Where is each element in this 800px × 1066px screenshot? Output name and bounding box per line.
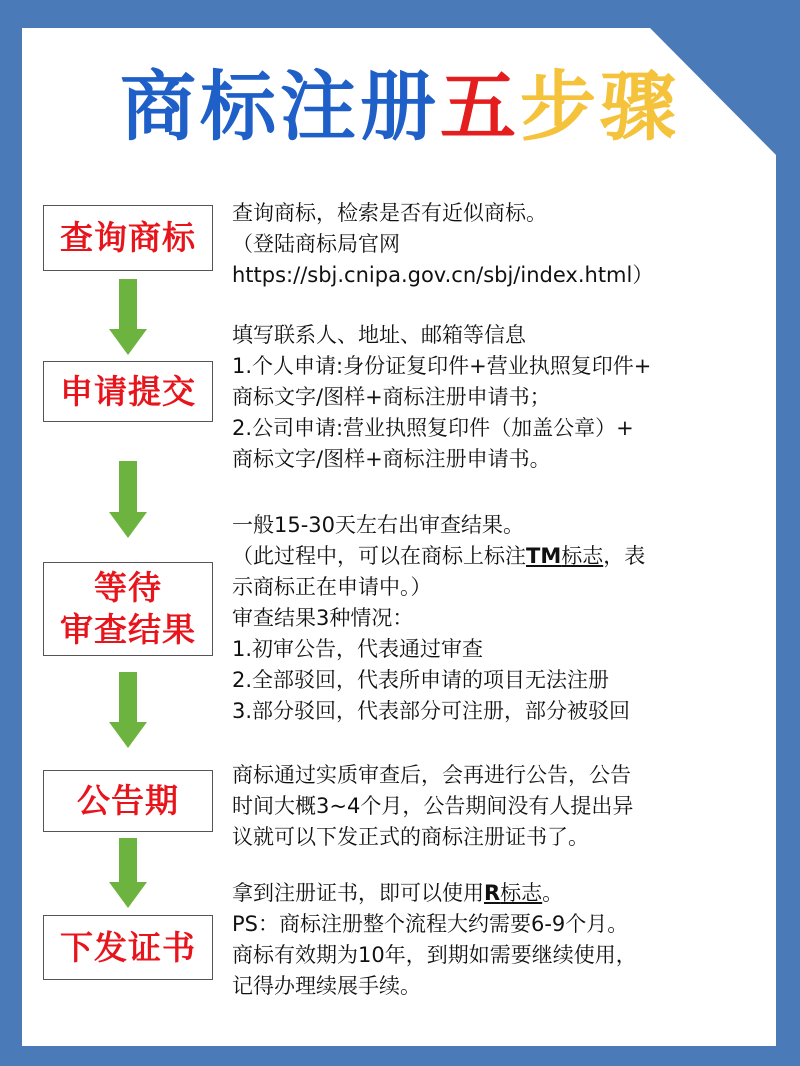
desc-line: 2.公司申请:营业执照复印件（加盖公章）+ (232, 416, 634, 440)
desc-line: 商标通过实质审查后，会再进行公告，公告 (232, 763, 631, 787)
desc-line: （登陆商标局官网 (232, 232, 400, 256)
desc-line: 查询商标，检索是否有近似商标。 (232, 201, 547, 225)
down-arrow-icon (109, 672, 147, 748)
desc-text: 拿到注册证书，即可以使用 (232, 881, 484, 905)
desc-line (232, 541, 645, 572)
desc-text: ，表 (603, 544, 646, 568)
desc-line: 示商标正在申请中。） (232, 575, 432, 599)
step-label-text: 公告期 (77, 781, 179, 820)
desc-line: 1.初审公告，代表通过审查 (232, 637, 484, 661)
title-part-red: 五 (440, 62, 520, 151)
desc-line: 1.个人申请:身份证复印件+营业执照复印件+ (232, 354, 652, 378)
desc-line: 议就可以下发正式的商标注册证书了。 (232, 825, 589, 849)
step-desc-review (232, 510, 645, 727)
desc-line: 时间大概3~4个月，公告期间没有人提出异 (232, 794, 634, 818)
step-label-text: 下发证书 (60, 927, 196, 967)
title-part-yellow: 步骤 (520, 62, 680, 151)
desc-line: PS：商标注册整个流程大约需要6-9个月。 (232, 912, 629, 936)
step-label-text: 查询商标 (60, 218, 196, 257)
step-label-review (43, 562, 213, 656)
down-arrow-icon (109, 279, 147, 355)
step-desc-publication (232, 760, 633, 853)
r-mark: R (484, 881, 501, 905)
desc-line (232, 878, 637, 909)
desc-line: 一般15-30天左右出审查结果。 (232, 513, 525, 537)
desc-line: 审查结果3种情况： (232, 606, 414, 630)
desc-line: 商标文字/图样+商标注册申请书。 (232, 447, 551, 471)
step-desc-submit (232, 320, 651, 475)
step-desc-certificate (232, 878, 637, 1002)
page-title (0, 62, 800, 152)
desc-line: 2.全部驳回，代表所申请的项目无法注册 (232, 668, 610, 692)
desc-line: https://sbj.cnipa.gov.cn/sbj/index.html） (232, 263, 654, 287)
step-label-publication (43, 770, 213, 832)
step-label-search (43, 205, 213, 271)
desc-text: （此过程中，可以在商标上标注 (232, 544, 526, 568)
desc-underlined: 标志 (500, 881, 543, 905)
desc-text: 。 (542, 881, 564, 905)
step-label-submit (43, 361, 213, 422)
title-part-blue: 商标注册 (120, 62, 440, 151)
tm-mark: TM (526, 544, 562, 568)
step-label-text: 申请提交 (60, 371, 196, 411)
desc-line: 商标有效期为10年，到期如需要继续使用， (232, 943, 637, 967)
down-arrow-icon (109, 838, 147, 908)
desc-line: 填写联系人、地址、邮箱等信息 (232, 323, 526, 347)
step-desc-search (232, 198, 653, 291)
down-arrow-icon (109, 461, 147, 538)
desc-line: 商标文字/图样+商标注册申请书； (232, 385, 551, 409)
step-label-text: 审查结果 (60, 610, 196, 649)
step-label-certificate (43, 915, 213, 980)
desc-line: 记得办理续展手续。 (232, 974, 421, 998)
desc-underlined: 标志 (561, 544, 604, 568)
desc-line: 3.部分驳回，代表部分可注册，部分被驳回 (232, 699, 631, 723)
step-label-text: 等待 (94, 568, 162, 607)
